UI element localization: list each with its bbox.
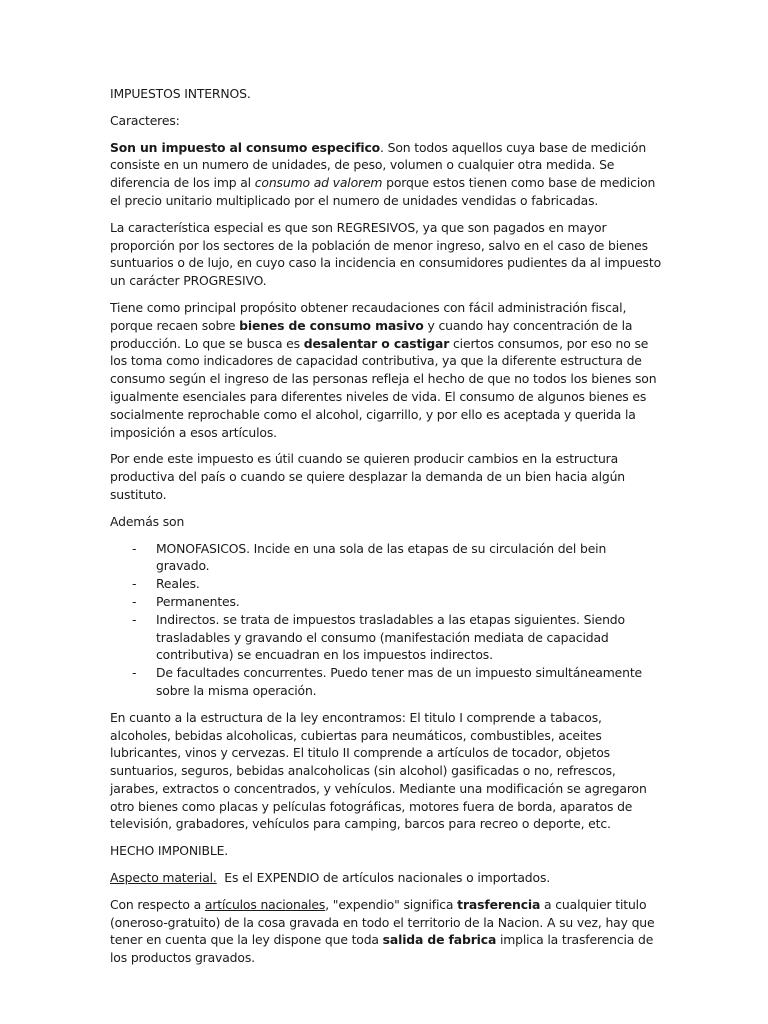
list-item (110, 540, 662, 576)
paragraph-por-ende: Por ende este impuesto es útil cuando se quieren producir cambios en la estructura productiva del país o cuando se quiere desplazar la demanda de un bien hacia algún sustituto. (110, 451, 626, 502)
list-item (110, 611, 662, 664)
dash-bullet: - (132, 665, 137, 681)
dash-bullet: - (132, 593, 137, 609)
list-item-text: De facultades concurrentes. Puedo tener mas de un impuesto simultáneamente sobre la misma operación. (156, 665, 643, 698)
text-span: Con respecto a (110, 896, 205, 912)
bold-text: bienes de consumo masivo (239, 317, 424, 333)
dash-bullet: - (132, 576, 137, 592)
text-span: porque estos tienen como base de medicion el precio unitario multiplicado por el numero de unidades vendidas o fabricadas. (110, 175, 656, 208)
document-title: IMPUESTOS INTERNOS. (110, 86, 251, 101)
text-span: , "expendio" significa (325, 896, 458, 912)
text-span: implica la trasferencia de los productos gravados. (110, 932, 654, 966)
paragraph-aspecto-material (110, 869, 662, 887)
bold-text: desalentar o castigar (303, 335, 450, 351)
paragraph-regresivos: La característica especial es que son REGRESIVOS, ya que son pagados en mayor proporción por los sectores de la población de menor ingreso, salvo en el caso de bienes suntuarios o de lujo, en cuyo caso la incidencia en consumidores pudientes da al impuesto un carácter PROGRESIVO. (110, 219, 661, 289)
underlined-text: artículos nacionales (204, 896, 326, 912)
paragraph-estructura-ley: En cuanto a la estructura de la ley encontramos: El titulo I comprende a tabacos, alcoholes, bebidas alcoholicas, cubiertas para neumáticos, combustibles, aceites lubricantes, vinos y cervezas. El titulo II comprende a artículos de tocador, objetos suntuarios, seguros, bebidas analcoholicas (sin alcohol) gasificadas o no, refrescos, jarabes, extractos o concentrados, y vehículos. Mediante una modificación se agregaron otro bienes como placas y películas fotográficas, motores fuera de borda, aparatos de televisión, grabadores, vehículos para camping, barcos para recreo o deporte, etc. (110, 709, 647, 832)
dash-bullet: - (132, 611, 137, 627)
ademas-son-label: Además son (110, 513, 185, 529)
text-span: ciertos consumos, por eso no se los toma como indicadores de capacidad contributiva, ya que la diferente estructura de consumo según el ingreso de las personas refleja el hecho de que no todos los bienes son igualmente esenciales para diferentes niveles de vida. El consumo de algunos bienes es socialmente reprochable como el alcohol, cigarrillo, y por ello es aceptada y querida la imposición a esos artículos. (110, 335, 657, 440)
list-item-text: Reales. (156, 576, 200, 592)
bold-text: salida de fabrica (382, 932, 497, 948)
dash-bullet: - (132, 540, 137, 556)
bold-text: trasferencia (457, 896, 541, 912)
text-span: . Son todos aquellos cuya base de medición consiste en un numero de unidades, de peso, volumen o cualquier otra medida. Se diferencia de los imp al (110, 139, 647, 191)
list-item (110, 593, 662, 611)
text-span: a cualquier titulo (oneroso-gratuito) de la cosa gravada en todo el territorio de la Nacion. A su vez, hay que tener en cuenta que la ley dispone que toda (110, 896, 655, 948)
text-span: Tiene como principal propósito obtener recaudaciones con fácil administración fiscal, porque recaen sobre (110, 299, 627, 333)
list-item-text: MONOFASICOS. Incide en una sola de las etapas de su circulación del bein gravado. (156, 540, 607, 574)
underlined-text: Aspecto material. (110, 870, 217, 886)
italic-text: consumo ad valorem (254, 175, 383, 191)
characteristics-list (110, 540, 662, 700)
paragraph-proposito (110, 299, 662, 441)
caracteres-heading: Caracteres: (110, 112, 180, 128)
hecho-imponible-heading: HECHO IMPONIBLE. (110, 843, 229, 859)
list-item (110, 575, 662, 593)
list-item-text: Permanentes. (156, 593, 240, 609)
bold-text: Son un impuesto al consumo especifico (110, 139, 381, 155)
text-span: y cuando hay concentración de la producción. Lo que se busca es (110, 317, 633, 351)
list-item (110, 664, 662, 700)
document-body (110, 85, 662, 976)
text-span: Es el EXPENDIO de artículos nacionales o importados. (216, 870, 551, 886)
paragraph-consumo-especifico (110, 139, 662, 210)
list-item-text: Indirectos. se trata de impuestos trasladables a las etapas siguientes. Siendo trasladables y gravando el consumo (manifestación mediata de capacidad contributiva) se encuadran en los impuestos indirectos. (156, 611, 625, 663)
paragraph-articulos-nacionales (110, 896, 662, 967)
